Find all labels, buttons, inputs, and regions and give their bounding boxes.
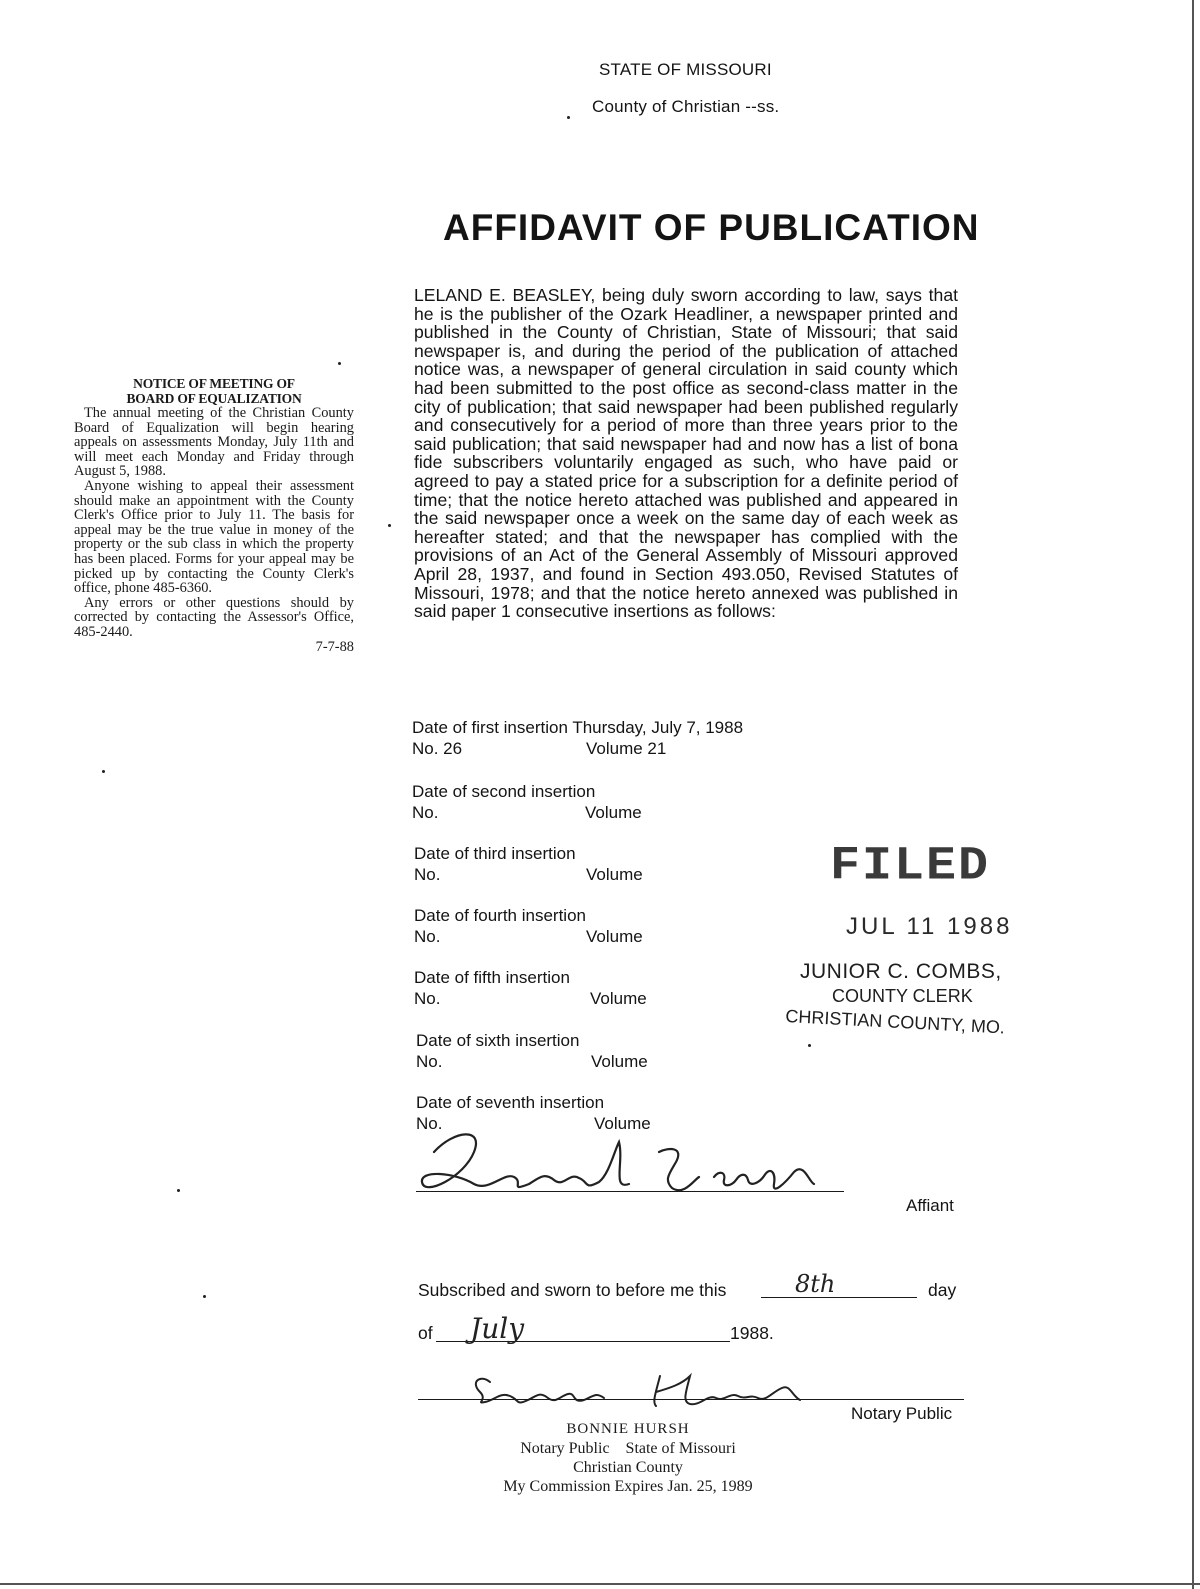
insertion-4 (414, 906, 643, 946)
filed-stamp-clerk-title: COUNTY CLERK (832, 986, 973, 1006)
jurat-prefix: Subscribed and sworn to before me this (418, 1280, 727, 1300)
clipping-paragraph-1: The annual meeting of the Christian County Board of Equalization will begin hearing appeals on assessments Monday, July 11th and will meet each Monday and Friday through August 5, 1988. (74, 405, 354, 480)
filed-stamp-county: CHRISTIAN COUNTY, MO. (784, 1006, 1006, 1038)
jurat-day-line (761, 1297, 917, 1298)
jurat-month-value: July (470, 1312, 525, 1345)
jurat-year: 1988. (730, 1323, 774, 1343)
insertion-5 (414, 968, 647, 1008)
scan-speck (388, 524, 391, 527)
insertion-volume: Volume (586, 927, 643, 946)
page-title: AFFIDAVIT OF PUBLICATION (443, 207, 980, 248)
insertion-no: No. (414, 927, 441, 946)
filed-stamp-clerk-name: JUNIOR C. COMBS, (800, 960, 1002, 983)
notary-stamp (458, 1420, 798, 1496)
affiant-signature-line (416, 1191, 844, 1192)
insertion-no: No. (416, 1052, 443, 1071)
scan-speck (102, 770, 105, 773)
insertion-no: No. (412, 803, 439, 822)
insertion-volume: Volume (586, 865, 643, 884)
notary-stamp-name: BONNIE HURSH (566, 1421, 690, 1437)
insertion-label: Date of third insertion (414, 844, 576, 863)
notary-signature-line (418, 1399, 964, 1400)
scan-speck (567, 116, 570, 119)
state-heading: STATE OF MISSOURI (599, 60, 772, 79)
insertion-3 (414, 844, 643, 884)
notary-stamp-line4: My Commission Expires Jan. 25, 1989 (503, 1478, 753, 1495)
county-heading: County of Christian --ss. (592, 97, 780, 116)
insertion-2 (412, 782, 642, 822)
scan-speck (177, 1189, 180, 1192)
notary-signature-scribble-icon (420, 1362, 840, 1412)
insertion-volume: Volume (585, 803, 642, 822)
insertion-label: Date of fifth insertion (414, 968, 570, 987)
page-edge-bottom (0, 1583, 1200, 1585)
affiant-signature (414, 1122, 844, 1202)
newspaper-clipping (74, 376, 354, 654)
clipping-title-line2: BOARD OF EQUALIZATION (126, 391, 302, 406)
clipping-title-line1: NOTICE OF MEETING OF (133, 376, 295, 391)
jurat-day-value: 8th (795, 1270, 836, 1298)
clipping-paragraph-2: Anyone wishing to appeal their assessment should make an appointment with the County Clerk's Office prior to July 11. The basis for appeal may be the true value in money of the property or the sub class in which the property has been placed. Forms for your appeal may be picked up by contacting the County Clerk's office, phone 485-6360. (74, 477, 354, 597)
insertion-volume: Volume (590, 989, 647, 1008)
insertion-no: No. (414, 989, 441, 1008)
jurat-of-label: of (418, 1323, 433, 1343)
insertion-no: No. (416, 1114, 443, 1133)
insertion-label: Date of sixth insertion (416, 1031, 580, 1050)
notary-stamp-line2: Notary Public State of Missouri (520, 1440, 736, 1457)
notary-stamp-line3: Christian County (573, 1459, 683, 1476)
insertion-volume: Volume (594, 1114, 651, 1133)
jurat-day-label: day (928, 1280, 957, 1300)
scan-speck (808, 1044, 811, 1047)
insertion-volume: Volume 21 (586, 739, 667, 758)
insertion-volume: Volume (591, 1052, 648, 1071)
clipping-paragraph-3: Any errors or other questions should by corrected by contacting the Assessor's Office, 485-2440. (74, 594, 354, 640)
filed-stamp: FILED (830, 839, 991, 894)
notary-public-label: Notary Public (851, 1404, 953, 1423)
signature-scribble-icon (414, 1122, 844, 1202)
insertion-label: Date of second insertion (412, 782, 596, 801)
page-edge-right (1192, 0, 1194, 1589)
filed-stamp-date: JUL 11 1988 (846, 913, 1013, 940)
insertion-label: Date of first insertion Thursday, July 7, 1988 (412, 718, 744, 737)
insertion-no: No. (414, 865, 441, 884)
insertion-1 (412, 718, 743, 758)
insertion-no: No. 26 (412, 739, 463, 758)
scan-speck (338, 362, 341, 365)
scan-speck (203, 1295, 206, 1298)
insertion-6 (416, 1031, 648, 1071)
insertion-label: Date of fourth insertion (414, 906, 586, 925)
notary-signature (420, 1362, 840, 1412)
affidavit-body: LELAND E. BEASLEY, being duly sworn according to law, says that he is the publisher of the Ozark Headliner, a newspaper printed and published in the County of Christian, State of Missouri; that said newspaper is, and during the period of the publication of attached notice was, a newspaper of general circulation in said county which had been submitted to the post office as second-class matter in the city of publication; that said newspaper had been published regularly and consecutively for a period of more than three years prior to the said publication; that said newspaper had and now has a list of bona fide subscribers voluntarily engaged as such, who have paid or agreed to pay a stated price for a subscription for a definite period of time; that the notice hereto attached was published and appeared in the said newspaper once a week on the same day of each week as hereafter stated; and that the newspaper has complied with the provisions of an Act of the General Assembly of Missouri approved April 28, 1937, and found in Section 493.050, Revised Statutes of Missouri, 1978; and that the notice hereto annexed was published in said paper 1 consecutive insertions as follows: (414, 285, 958, 622)
insertion-label: Date of seventh insertion (416, 1093, 605, 1112)
affiant-label: Affiant (906, 1196, 954, 1215)
clipping-date: 7-7-88 (315, 638, 354, 655)
